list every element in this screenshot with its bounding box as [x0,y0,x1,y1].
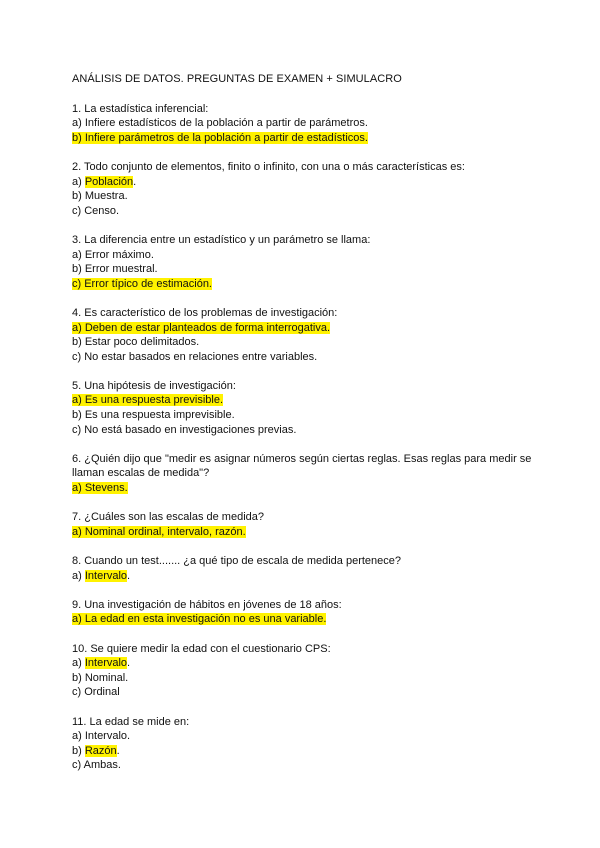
answer-option-a-correct [72,481,542,496]
answer-option-a-correct [72,612,542,627]
question-stem: 1. La estadística inferencial: [72,102,209,115]
question-stem: 11. La edad se mide en: [72,715,190,728]
answer-option-a-correct [72,656,542,671]
document-page [72,72,542,788]
question-stem: 9. Una investigación de hábitos en jóvenes de 18 años: [72,598,342,611]
highlighted-answer: a) Es una respuesta previsible. [72,394,224,407]
answer-option-b-correct [72,131,542,146]
answer-option-b: b) Muestra. [72,190,128,203]
highlighted-answer: a) Nominal ordinal, intervalo, razón. [72,525,246,538]
question-1 [72,102,542,146]
answer-option-b-correct [72,744,542,759]
option-prefix: b) [72,744,85,757]
question-7 [72,510,542,539]
answer-option-b: b) Es una respuesta imprevisible. [72,409,235,422]
highlighted-answer: a) La edad en esta investigación no es una variable. [72,613,327,626]
question-stem: 5. Una hipótesis de investigación: [72,379,236,392]
answer-option-a: a) Infiere estadísticos de la población a partir de parámetros. [72,117,368,130]
option-suffix: . [127,569,131,582]
question-2 [72,160,542,218]
question-3 [72,233,542,291]
answer-option-a-correct [72,525,542,540]
question-9 [72,598,542,627]
option-suffix: . [133,175,137,188]
answer-option-b: b) Estar poco delimitados. [72,336,200,349]
question-5 [72,379,542,437]
question-stem: 7. ¿Cuáles son las escalas de medida? [72,511,264,524]
answer-option-c: c) Ambas. [72,759,121,772]
answer-option-b: b) Error muestral. [72,263,158,276]
answer-option-b: b) Nominal. [72,671,129,684]
question-11 [72,715,542,773]
answer-option-a-correct [72,569,542,584]
option-suffix: . [127,657,131,670]
answer-option-c: c) No estar basados en relaciones entre variables. [72,350,318,363]
answer-option-a-correct [72,321,542,336]
document-title: ANÁLISIS DE DATOS. PREGUNTAS DE EXAMEN + SIMULACRO [72,73,402,85]
answer-option-c: c) Ordinal [72,686,120,699]
answer-option-c: c) No está basado en investigaciones previas. [72,423,297,436]
highlighted-answer: Intervalo [84,569,128,582]
answer-option-a-correct [72,175,542,190]
answer-option-c-correct [72,277,542,292]
question-stem: 4. Es característico de los problemas de investigación: [72,306,338,319]
question-stem: 8. Cuando un test....... ¿a qué tipo de escala de medida pertenece? [72,555,401,567]
highlighted-answer: a) Deben de estar planteados de forma interrogativa. [72,321,331,334]
question-10 [72,642,542,700]
highlighted-answer: Intervalo [84,657,128,670]
question-4 [72,306,542,364]
question-stem: 6. ¿Quién dijo que "medir es asignar números según ciertas reglas. Esas reglas para medir se llaman escalas de medida"? [72,452,532,480]
answer-option-a: a) Error máximo. [72,248,154,261]
answer-option-c: c) Censo. [72,204,120,217]
question-8 [72,554,542,583]
option-prefix: a) [72,657,85,670]
question-stem: 3. La diferencia entre un estadístico y un parámetro se llama: [72,233,371,246]
answer-option-a: a) Intervalo. [72,730,131,743]
answer-option-a-correct [72,393,542,408]
highlighted-answer: b) Infiere parámetros de la población a partir de estadísticos. [72,131,368,144]
question-stem: 2. Todo conjunto de elementos, finito o infinito, con una o más características es: [72,160,465,173]
question-6 [72,452,542,496]
highlighted-answer: Razón [84,744,117,757]
option-suffix: . [116,744,120,757]
option-prefix: a) [72,175,85,188]
question-stem: 10. Se quiere medir la edad con el cuestionario CPS: [72,642,331,655]
highlighted-answer: Población [84,175,134,188]
highlighted-answer: c) Error típico de estimación. [72,277,212,290]
highlighted-answer: a) Stevens. [72,482,128,495]
option-prefix: a) [72,569,85,582]
